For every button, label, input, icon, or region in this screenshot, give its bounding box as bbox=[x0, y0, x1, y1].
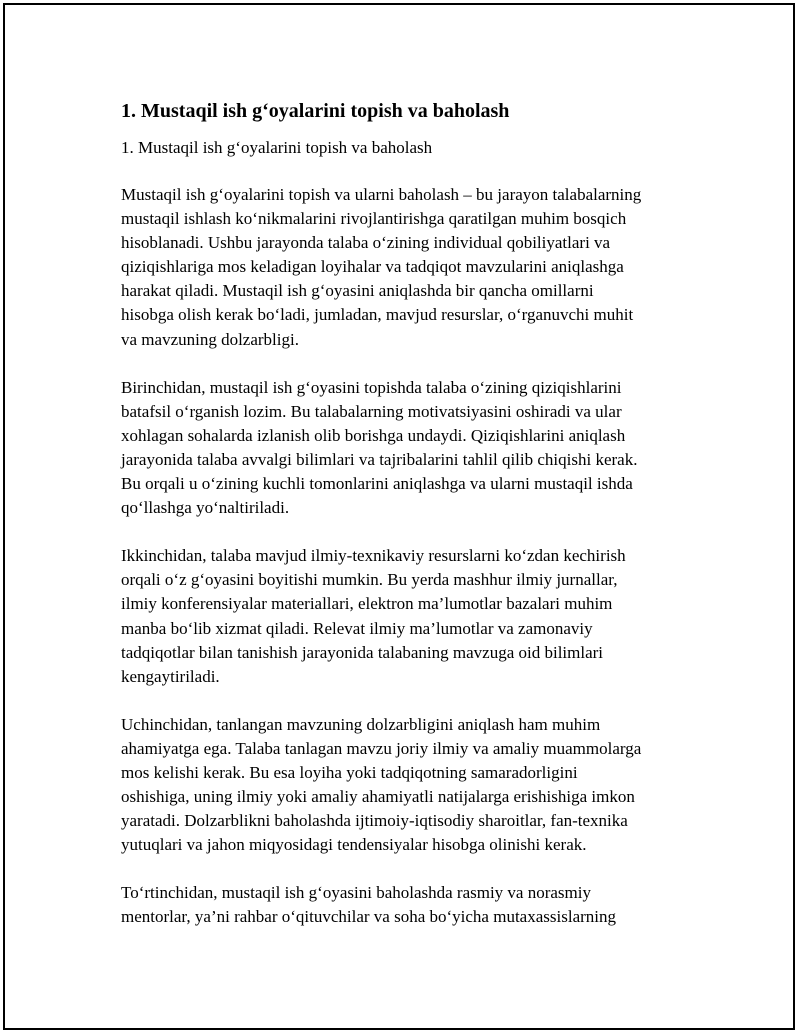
paragraph-5: To‘rtinchidan, mustaqil ish g‘oyasini baholashda rasmiy va norasmiy mentorlar, ya’ni rahbar o‘qituvchilar va soha bo‘yicha mutaxassislarning bbox=[121, 883, 616, 927]
document-title: 1. Mustaqil ish g‘oyalarini topish va baholash bbox=[121, 100, 510, 122]
page-frame bbox=[3, 3, 795, 1030]
paragraph-3: Ikkinchidan, talaba mavjud ilmiy-texnikaviy resurslarni ko‘zdan kechirish orqali o‘z g‘oyasini boyitishi mumkin. Bu yerda mashhur ilmiy jurnallar, ilmiy konferensiyalar materiallari, elektron ma’lumotlar bazalari muhim manba bo‘lib xizmat qiladi. Relevat ilmiy ma’lumotlar va zamonaviy tadqiqotlar bilan tanishish jarayonida talabaning mavzuga oid bilimlari kengaytiriladi. bbox=[121, 546, 626, 686]
paragraph-2: Birinchidan, mustaqil ish g‘oyasini topishda talaba o‘zining qiziqishlarini batafsil o‘rganish lozim. Bu talabalarning motivatsiyasini oshiradi va ular xohlagan sohalarda izlanish olib borishga undaydi. Qiziqishlarini aniqlash jarayonida talaba avvalgi bilimlari va tajribalarini tahlil qilib chiqishi kerak. Bu orqali u o‘zining kuchli tomonlarini aniqlashga va ularni mustaqil ishda qo‘llashga yo‘naltiriladi. bbox=[121, 377, 638, 518]
paragraph-1: Mustaqil ish g‘oyalarini topish va ularni baholash – bu jarayon talabalarning mustaqil ishlash ko‘nikmalarini rivojlantirishga qaratilgan muhim bosqich hisoblanadi. Ushbu jarayonda talaba o‘zining individual qobiliyatlari va qiziqishlariga mos keladigan loyihalar va tadqiqot mavzularini aniqlashga harakat qiladi. Mustaqil ish g‘oyasini aniqlashda bir qancha omillarni hisobga olish kerak bo‘ladi, jumladan, mavjud resurslar, o‘rganuvchi muhit va mavzuning dolzarbligi. bbox=[121, 185, 642, 349]
document-subtitle: 1. Mustaqil ish g‘oyalarini topish va baholash bbox=[121, 138, 433, 157]
paragraph-4: Uchinchidan, tanlangan mavzuning dolzarbligini aniqlash ham muhim ahamiyatga ega. Talaba tanlagan mavzu joriy ilmiy va amaliy muammolarga mos kelishi kerak. Bu esa loyiha yoki tadqiqotning samaradorligini oshishiga, uning ilmiy yoki amaliy ahamiyatli natijalarga erishishiga imkon yaratadi. Dolzarblikni baholashda ijtimoiy-iqtisodiy sharoitlar, fan-texnika yutuqlari va jahon miqyosidagi tendensiyalar hisobga olinishi kerak. bbox=[121, 714, 642, 855]
document-body bbox=[121, 98, 711, 954]
